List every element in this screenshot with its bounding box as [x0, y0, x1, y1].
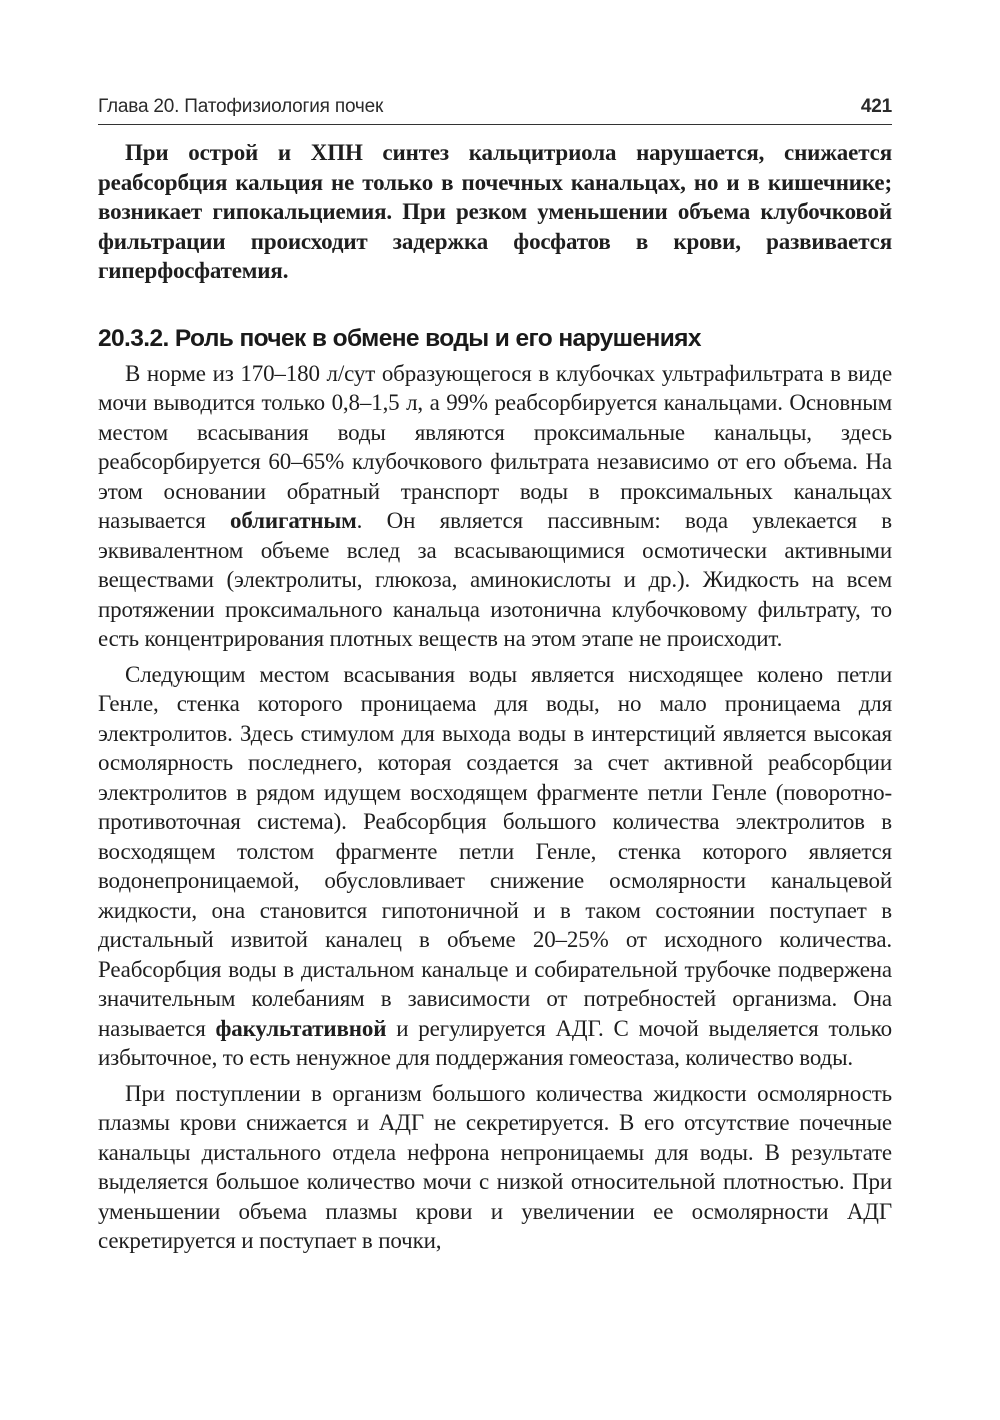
- paragraph-1-text-a: В норме из 170–180 л/сут образующегося в клубочках ультрафильтрата в виде мочи выводится только 0,8–1,5 л, а 99% реабсорбируется канальцами. Основным местом всасывания воды являются проксимальные канальцы, здесь реабсорбируется 60–65% клубочкового фильтрата независимо от его объема. На этом основании обратный транспорт воды в проксимальных канальцах называется: [98, 360, 892, 533]
- section-heading: 20.3.2. Роль почек в обмене воды и его нарушениях: [98, 324, 701, 352]
- chapter-title: Глава 20. Патофизиология почек: [98, 96, 384, 117]
- paragraph-1-text-b: . Он является пассивным: вода увлекается в эквивалентном объеме вслед за всасывающимися осмотически активными веществами (электролиты, глюкоза, аминокислоты и др.). Жидкость на всем протяжении проксимального канальца изотонична клубочковому фильтрату, то есть концентрирования плотных веществ на этом этапе не происходит.: [98, 508, 892, 651]
- term-facultative: факультативной: [215, 1015, 387, 1041]
- paragraph-2-text-b: и регулируется АДГ. С мочой выделяется только избыточное, то есть ненужное для поддержания гомеостаза, количество воды.: [98, 1015, 892, 1070]
- term-obligatory: облигатным: [230, 508, 357, 533]
- paragraph-2-text-a: Следующим местом всасывания воды является нисходящее колено петли Генле, стенка которого проницаема для воды, но мало проницаема для электролитов. Здесь стимулом для выхода воды в интерстиций является высокая осмолярность последнего, которая создается за счет активной реабсорбции электролитов в рядом идущем восходящем фрагменте петли Генле (поворотно-противоточная система). Реабсорбция большого количества электролитов в восходящем толстом фрагменте петли Генле, стенка которого является водонепроницаемой, обусловливает снижение осмолярности канальцевой жидкости, она становится гипотоничной и в таком состоянии поступает в дистальный извитой каналец в объеме 20–25% от исходного количества. Реабсорбция воды в дистальном канальце и собирательной трубочке подвержена значительным колебаниям в зависимости от потребностей организма. Она называется: [98, 661, 892, 1041]
- paragraph-2: [98, 660, 892, 1073]
- paragraph-3: При поступлении в организм большого количества жидкости осмолярность плазмы крови снижается и АДГ не секретируется. В его отсутствие почечные канальцы дистального отдела нефрона непроницаемы для воды. В результате выделяется большое количество мочи с низкой относительной плотностью. При уменьшении объема плазмы крови и увеличении ее осмолярности АДГ секретируется и поступает в почки,: [98, 1080, 892, 1253]
- running-header: [98, 96, 892, 125]
- paragraph-1: [98, 359, 892, 654]
- book-page: [98, 96, 892, 1256]
- bold-lead-paragraph: При острой и ХПН синтез кальцитриола нарушается, снижается реабсорбция кальция не только в почечных канальцах, но и в кишечнике; возникает гипокальциемия. При резком уменьшении объема клубочковой фильтрации происходит задержка фосфатов в крови, развивается гиперфосфатемия.: [98, 140, 892, 283]
- page-number: 421: [860, 96, 892, 117]
